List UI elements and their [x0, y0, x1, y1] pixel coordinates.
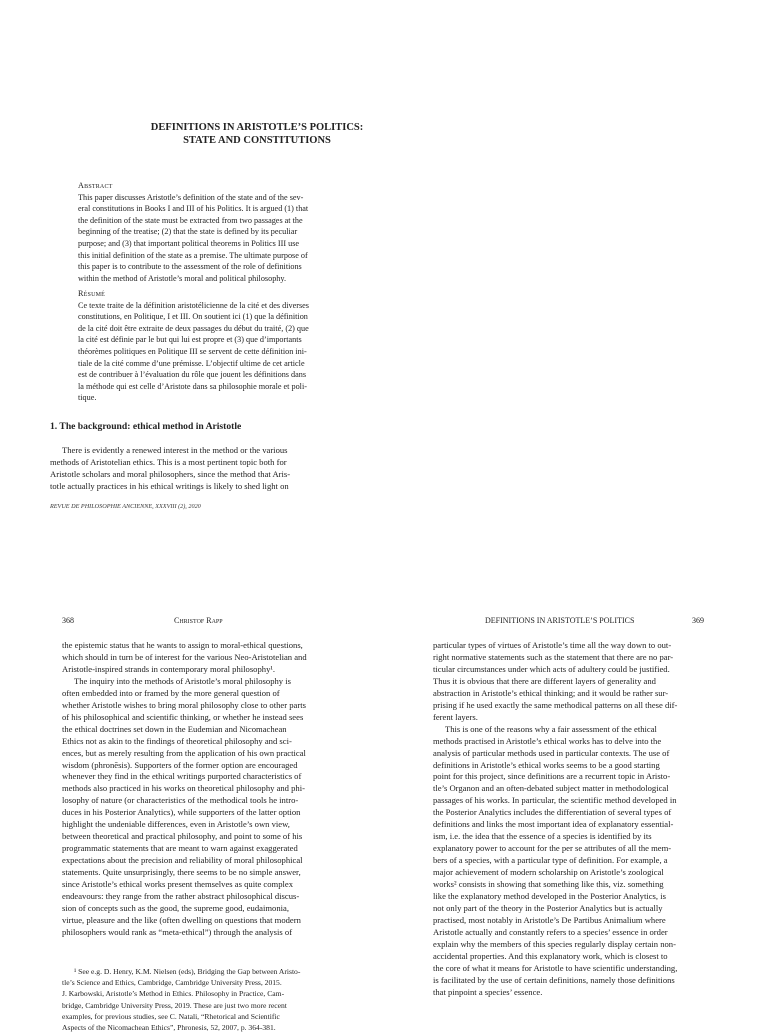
- running-head-left: Christof Rapp: [174, 616, 223, 625]
- body-line: analysis of particular methods used in particular contexts. The use of: [433, 747, 670, 758]
- body-line: virtue, pleasure and the like (often dwelling on questions that modern: [62, 914, 301, 925]
- journal-footer: REVUE DE PHILOSOPHIE ANCIENNE, XXXVIII (2), 2020: [50, 503, 201, 510]
- running-head-right: DEFINITIONS IN ARISTOTLE’S POLITICS: [485, 616, 635, 625]
- body-line: like the explanatory method developed in the Posterior Analytics, is: [433, 891, 666, 902]
- resume-line: la méthode qui est celle d’Aristote dans sa philosophie morale et poli-: [78, 381, 307, 391]
- abstract-line: purpose; and (3) that important political theorems in Politics III use: [78, 238, 300, 248]
- body-line: philosophers would rank as “meta-ethical”) through the analysis of: [62, 926, 293, 937]
- intro-line: methods of Aristotelian ethics. This is a most pertinent topic both for: [50, 456, 287, 467]
- body-line: not only part of the theory in the Posterior Analytics but is actually: [433, 902, 663, 913]
- footnote-line: J. Karbowski, Aristotle’s Method in Ethics. Philosophy in Practice, Cam-: [62, 989, 285, 999]
- abstract-line: eral constitutions in Books I and III of his Politics. It is argued (1) that: [78, 204, 309, 214]
- resume: [78, 288, 324, 404]
- body-line: Thus it is obvious that there are different layers of generality and: [433, 675, 656, 686]
- abstract-line: This paper discusses Aristotle’s definition of the state and of the sev-: [78, 192, 304, 202]
- body-line: ism, i.e. the idea that the essence of a species is identified by its: [433, 831, 652, 842]
- body-line: explanatory power to account for the per se attributes of all the mem-: [433, 843, 672, 854]
- page-gap: [0, 590, 768, 608]
- footnote-line: bridge, Cambridge University Press, 2019. These are just two more recent: [62, 1000, 287, 1010]
- left-body-text: [62, 640, 334, 939]
- page-number-left: 368: [62, 616, 74, 625]
- body-line: prising if he used exactly the same methodical patterns on all these dif-: [433, 699, 678, 710]
- resume-line: est de contribuer à l’évaluation du rôle que jouent les définitions dans: [78, 370, 307, 380]
- body-line: right normative statements such as the statement that there are no par-: [433, 651, 674, 662]
- body-line: duces in his Posterior Analytics), while supporters of the latter option: [62, 807, 301, 818]
- abstract-heading: Abstract: [78, 181, 113, 190]
- body-line: explain why the members of this species regularly display certain non-: [433, 938, 676, 949]
- abstract: [78, 180, 324, 284]
- body-line: ences, but as merely resulting from the application of his own practical: [62, 747, 306, 758]
- left-page: [0, 608, 384, 1033]
- body-line: is facilitated by the use of certain definitions, namely those definitions: [433, 974, 675, 985]
- footnote-line: examples, for previous studies, see C. Natali, “Rhetorical and Scientific: [62, 1011, 280, 1021]
- body-line: the core of what it means for Aristotle to have scientific understanding,: [433, 962, 678, 973]
- body-line: whether Aristotle wishes to bring moral philosophy close to other parts: [62, 699, 306, 710]
- body-line: often embedded into or framed by the more general question of: [62, 687, 280, 698]
- body-line: passages of his works. In particular, the scientific method developed in: [433, 795, 677, 806]
- section-heading: 1. The background: ethical method in Aristotle: [50, 421, 242, 432]
- body-line: endeavours: they range from the rather abstract philosophical discus-: [62, 891, 300, 902]
- body-line: highlight the undeniable differences, even in Aristotle’s own view,: [62, 819, 290, 830]
- body-line: the ethical doctrines set down in the Eudemian and Nicomachean: [62, 723, 287, 734]
- body-line: the epistemic status that he wants to assign to moral-ethical questions,: [62, 640, 303, 650]
- right-page: [384, 608, 768, 1024]
- body-line: definitions and links the most important idea of explanatory essential-: [433, 819, 674, 830]
- right-body-text: [433, 640, 707, 999]
- paper-title-line-2: STATE AND CONSTITUTIONS: [183, 135, 331, 146]
- resume-line: Ce texte traite de la définition aristotélicienne de la cité et des diverses: [78, 300, 309, 310]
- footnote-line: tle’s Science and Ethics, Cambridge, Cambridge University Press, 2015.: [62, 978, 282, 988]
- abstract-line: within the method of Aristotle’s moral and political philosophy.: [78, 273, 286, 283]
- footnote-line: Aspects of the Nicomachean Ethics”, Phronesis, 52, 2007, p. 364-381.: [62, 1023, 276, 1033]
- body-line: Ethics not as akin to the findings of theoretical philosophy and sci-: [62, 735, 292, 746]
- body-line: statements. Quite unsurprisingly, there seems to be no simple answer,: [62, 867, 301, 878]
- abstract-line: this initial definition of the state as a premise. The ultimate purpose of: [78, 250, 308, 260]
- body-line: sion of concepts such as the good, the supreme good, eudaimonia,: [62, 902, 289, 913]
- resume-line: constitutions, en Politique, I et III. On soutient ici (1) que la définition: [78, 312, 308, 322]
- body-line: ferent layers.: [433, 711, 478, 722]
- body-line: tle’s Organon and an often-debated subject matter in methodological: [433, 783, 669, 794]
- resume-line: théorèmes politiques en Politique III se servent de cette définition ini-: [78, 346, 307, 356]
- resume-line: de la cité doit être extraite de deux passages du début du traité, (2) que: [78, 323, 309, 333]
- body-line: whenever they find in the ethical writings purported characteristics of: [62, 771, 302, 782]
- resume-heading: Résumé: [78, 289, 105, 298]
- paper-title-line-1: DEFINITIONS IN ARISTOTLE’S POLITICS:: [150, 122, 364, 133]
- resume-line: tique.: [78, 393, 97, 403]
- paper-title: [60, 121, 454, 147]
- abstract-line: beginning of the treatise; (2) that the state is defined by its peculiar: [78, 227, 298, 237]
- body-line: losophy of nature (or characteristics of the methodical tools he intro-: [62, 795, 299, 806]
- body-line: of his philosophical and scientific thinking, or whether he instead sees: [62, 711, 304, 722]
- body-line: since Aristotle’s ethical works present themselves as quite complex: [62, 879, 294, 890]
- footnote-line: ¹ See e.g. D. Henry, K.M. Nielsen (eds), Bridging the Gap between Aristo-: [74, 967, 301, 976]
- body-line: particular types of virtues of Aristotle’s time all the way down to out-: [433, 640, 672, 650]
- body-line: programmatic statements that are meant to warn against exaggerated: [62, 843, 298, 854]
- intro-line: Aristotle scholars and moral philosophers, since the method that Aris-: [50, 468, 291, 479]
- resume-line: tiale de la cité comme d’une prémisse. L’objectif ultime de cet article: [78, 358, 305, 368]
- body-line: methods practised in Aristotle’s ethical works has to delve into the: [433, 735, 662, 746]
- body-line: accidental properties. And this explanatory work, which is closest to: [433, 950, 668, 961]
- body-line: which should in turn be of interest for the various Neo-Aristotelian and: [62, 651, 307, 662]
- body-line: bers of a species, with a particular type of definition. For example, a: [433, 855, 668, 866]
- body-line: major achievement of modern scholarship on Aristotle’s zoological: [433, 867, 664, 878]
- page-number-right: 369: [692, 616, 704, 625]
- body-line: wisdom (phronēsis). Supporters of the former option are encouraged: [62, 759, 298, 770]
- body-line: between theoretical and practical philosophy, and point to some of his: [62, 831, 303, 842]
- body-line: This is one of the reasons why a fair assessment of the ethical: [445, 723, 657, 734]
- body-line: The inquiry into the methods of Aristotle’s moral philosophy is: [74, 675, 291, 686]
- intro-line: There is evidently a renewed interest in the method or the various: [62, 445, 288, 455]
- body-line: practised, most notably in Aristotle’s De Partibus Animalium where: [433, 914, 666, 925]
- body-line: expectations about the precision and reliability of moral philosophical: [62, 855, 303, 866]
- intro-line: totle actually practices in his ethical writings is likely to shed light on: [50, 480, 289, 491]
- body-line: definitions in Aristotle’s ethical works seems to be a good starting: [433, 759, 660, 770]
- footnote: [62, 966, 334, 1033]
- abstract-line: this paper is to contribute to the assessment of the role of definitions: [78, 262, 302, 272]
- abstract-line: the definition of the state must be extracted from two passages at the: [78, 215, 303, 225]
- body-line: Aristotle actually and constantly refers to a species’ essence in order: [433, 926, 668, 937]
- body-line: works² consists in showing that something like this, viz. something: [433, 879, 664, 890]
- resume-line: la cité est définie par le but qui lui est propre et (3) que d’importants: [78, 335, 302, 345]
- body-line: that pinpoint a species’ essence.: [433, 986, 543, 997]
- body-line: the Posterior Analytics includes the differentiation of several types of: [433, 807, 672, 818]
- intro-paragraph: [50, 445, 322, 493]
- body-line: abstraction in Aristotle’s ethical thinking; and it would be rather sur-: [433, 687, 669, 698]
- body-line: point for this project, since definitions are a recurrent topic in Aristo-: [433, 771, 671, 782]
- body-line: ticular circumstances under which acts of adultery could be justified.: [433, 663, 670, 674]
- body-line: Aristotle-inspired strands in contemporary moral philosophy¹.: [62, 663, 276, 674]
- body-line: methods also practiced in his works on theoretical philosophy and phi-: [62, 783, 305, 794]
